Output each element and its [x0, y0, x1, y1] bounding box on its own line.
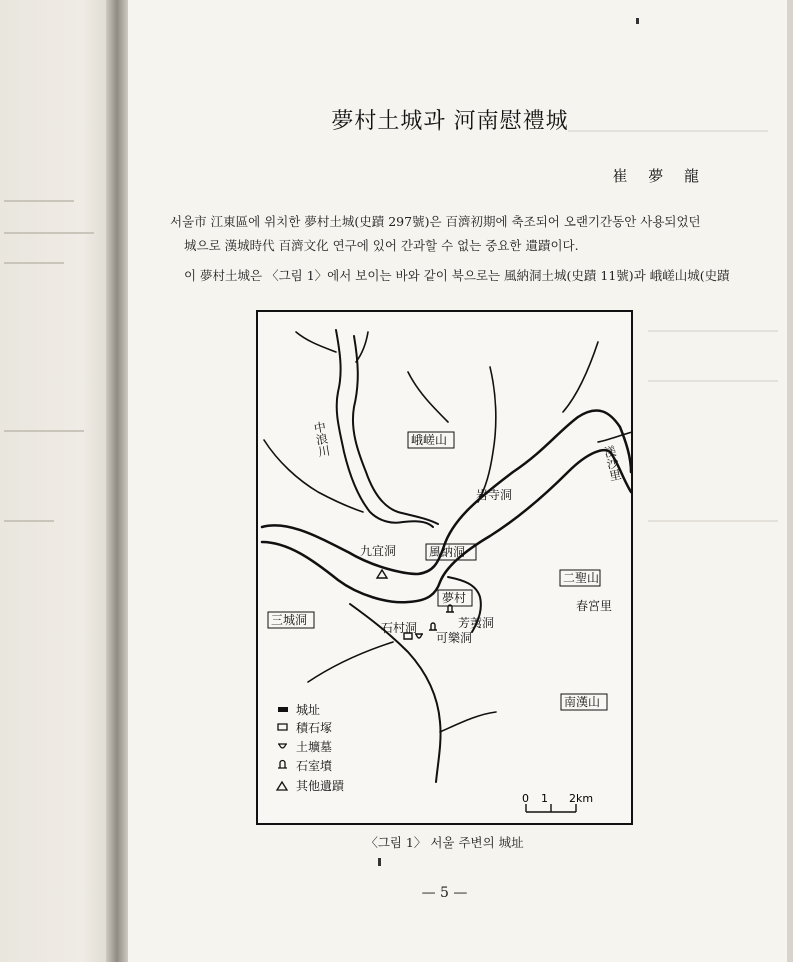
article-title: 夢村土城과 河南慰禮城: [331, 109, 569, 134]
map-svg: [258, 312, 631, 823]
author-name: 崔 夢 龍: [612, 167, 707, 185]
figure-caption: 〈그림 1〉 서울 주변의 城址: [365, 835, 524, 850]
bleed-line: [648, 330, 778, 332]
figure-map: [256, 310, 633, 825]
label-seokchon: 石村洞: [381, 621, 418, 635]
stream: [296, 332, 336, 352]
jungnangcheon-river-bank: [353, 336, 438, 524]
stream: [308, 642, 393, 682]
label-garak: 可樂洞: [436, 631, 473, 645]
label-jungnang: 中浪川: [311, 420, 332, 459]
jungnangcheon-river: [336, 330, 433, 527]
stream: [408, 372, 448, 422]
stone-chamber-symbol: [429, 623, 437, 630]
label-pungnap: 風納洞: [429, 545, 466, 559]
legend-earth-tomb: 土壙墓: [296, 740, 333, 754]
legend-stone-chamber: 石室墳: [296, 759, 333, 773]
label-amsa: 岩寺洞: [476, 488, 513, 502]
stream: [264, 440, 363, 512]
left-page: [0, 0, 118, 962]
label-chungung: 春宮里: [576, 599, 613, 613]
specks: [378, 858, 381, 866]
stream: [478, 367, 496, 502]
legend-other: 其他遺蹟: [296, 779, 345, 793]
label-guui: 九宜洞: [360, 544, 397, 558]
label-iseongsan: 二聖山: [563, 571, 600, 585]
bleed-line: [4, 430, 84, 432]
label-mongchon: 夢村: [442, 591, 467, 605]
stream: [440, 712, 496, 732]
page-edge: [787, 0, 793, 962]
label-namhansan: 南漢山: [564, 695, 601, 709]
bleed-line: [648, 520, 778, 522]
bleed-line: [4, 262, 64, 264]
page-number: — 5 —: [421, 885, 468, 901]
specks: [636, 18, 639, 24]
bleed-line: [648, 380, 778, 382]
legend-stone-mound: 積石塚: [296, 721, 333, 735]
scale-bar: [522, 792, 593, 812]
bleed-line: [4, 232, 94, 234]
bleed-line: [4, 520, 54, 522]
legend-fortress: 城址: [296, 703, 321, 717]
book-gutter: [106, 0, 128, 962]
scale-label-0: 0: [522, 792, 529, 805]
scale-label-1: 1: [541, 792, 548, 805]
label-samseong: 三城洞: [271, 613, 308, 627]
bleed-line: [4, 200, 74, 202]
body-paragraph-line: 이 夢村土城은 〈그림 1〉에서 보이는 바와 같이 북으로는 風納洞土城(史蹟 11號)과 峨嵯山城(史蹟: [184, 268, 730, 283]
label-bangi: 芳荑洞: [458, 616, 495, 630]
map-legend: [277, 702, 345, 793]
label-misa: 渼沙里: [601, 444, 623, 483]
scale-label-2km: 2km: [569, 792, 594, 805]
other-site-symbol: [377, 570, 387, 578]
stream: [563, 342, 598, 412]
label-achasan: 峨嵯山: [411, 433, 448, 447]
body-paragraph-line: 城으로 漢城時代 百濟文化 연구에 있어 간과할 수 없는 중요한 遺蹟이다.: [184, 238, 579, 253]
body-paragraph-line: 서울市 江東區에 위치한 夢村土城(史蹟 297號)은 百濟初期에 축조되어 오랜기간동안 사용되었던: [170, 214, 701, 229]
